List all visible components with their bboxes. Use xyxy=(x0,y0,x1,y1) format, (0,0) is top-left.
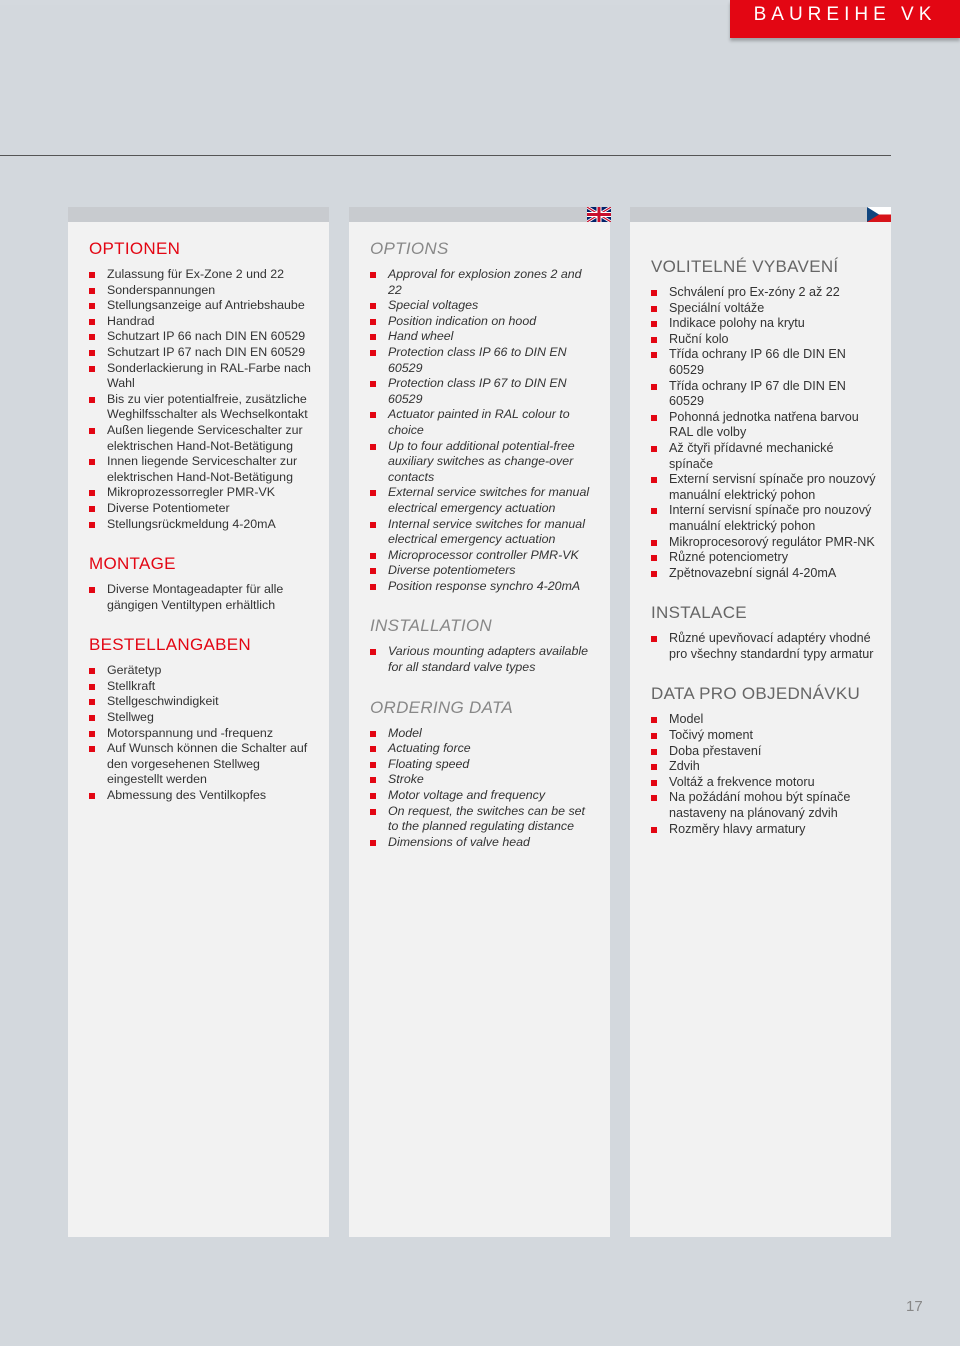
list-item: Diverse Montageadapter für alle gängigen Ventiltypen erhältlich xyxy=(89,582,317,613)
list-item: Rozměry hlavy armatury xyxy=(651,822,879,838)
section-title: OPTIONS xyxy=(370,239,449,258)
bullet-list xyxy=(89,582,317,613)
column-content xyxy=(89,239,317,826)
list-item: Sonderspannungen xyxy=(89,283,317,299)
list-item: Auf Wunsch können die Schalter auf den vorgesehenen Stellweg eingestellt werden xyxy=(89,741,317,788)
list-item: Schválení pro Ex-zóny 2 až 22 xyxy=(651,285,879,301)
list-item: Diverse potentiometers xyxy=(370,563,598,579)
bullet-list xyxy=(651,285,879,581)
list-item: Různé potenciometry xyxy=(651,550,879,566)
list-item: Motor voltage and frequency xyxy=(370,788,598,804)
list-item: Externí servisní spínače pro nouzový manuální elektrický pohon xyxy=(651,472,879,503)
bullet-list xyxy=(89,663,317,803)
list-item: Speciální voltáže xyxy=(651,301,879,317)
section-title: VOLITELNÉ VYBAVENÍ xyxy=(651,257,839,276)
series-badge: BAUREIHE VK xyxy=(730,0,960,38)
section-title: MONTAGE xyxy=(89,554,176,574)
list-item: Approval for explosion zones 2 and 22 xyxy=(370,267,598,298)
list-item: Zpětnovazební signál 4-20mA xyxy=(651,566,879,582)
list-item: Doba přestavení xyxy=(651,744,879,760)
bullet-list xyxy=(89,267,317,532)
list-item: Stellungsanzeige auf Antriebshaube xyxy=(89,298,317,314)
czech-flag-icon xyxy=(867,207,891,222)
column-header-bar xyxy=(630,207,891,222)
list-item: Indikace polohy na krytu xyxy=(651,316,879,332)
bullet-list xyxy=(370,267,598,594)
list-item: Třída ochrany IP 67 dle DIN EN 60529 xyxy=(651,379,879,410)
section-title: DATA PRO OBJEDNÁVKU xyxy=(651,684,861,704)
list-item: Model xyxy=(651,712,879,728)
bullet-list xyxy=(651,712,879,837)
section-title: OPTIONEN xyxy=(89,239,181,258)
column-header-bar xyxy=(349,207,610,222)
list-item: Floating speed xyxy=(370,757,598,773)
list-item: Sonderlackierung in RAL-Farbe nach Wahl xyxy=(89,361,317,392)
list-item: Stellweg xyxy=(89,710,317,726)
uk-flag-icon xyxy=(587,207,611,222)
list-item: Ruční kolo xyxy=(651,332,879,348)
list-item: Schutzart IP 67 nach DIN EN 60529 xyxy=(89,345,317,361)
section-title: BESTELLANGABEN xyxy=(89,635,251,655)
list-item: Na požádání mohou být spínače nastaveny na plánovaný zdvih xyxy=(651,790,879,821)
list-item: Stellungsrückmeldung 4-20mA xyxy=(89,517,317,533)
list-item: Außen liegende Serviceschalter zur elektrischen Hand-Not-Betätigung xyxy=(89,423,317,454)
list-item: Protection class IP 66 to DIN EN 60529 xyxy=(370,345,598,376)
list-item: Microprocessor controller PMR-VK xyxy=(370,548,598,564)
column-header-bar xyxy=(68,207,329,222)
list-item: Special voltages xyxy=(370,298,598,314)
list-item: Handrad xyxy=(89,314,317,330)
list-item: Pohonná jednotka natřena barvou RAL dle volby xyxy=(651,410,879,441)
list-item: Abmessung des Ventilkopfes xyxy=(89,788,317,804)
list-item: Position response synchro 4-20mA xyxy=(370,579,598,595)
list-item: Up to four additional potential-free auxiliary switches as change-over contacts xyxy=(370,439,598,486)
list-item: Dimensions of valve head xyxy=(370,835,598,851)
list-item: Různé upevňovací adaptéry vhodné pro všechny standardní typy armatur xyxy=(651,631,879,662)
list-item: Stellkraft xyxy=(89,679,317,695)
list-item: Protection class IP 67 to DIN EN 60529 xyxy=(370,376,598,407)
list-item: Zdvih xyxy=(651,759,879,775)
list-item: On request, the switches can be set to the planned regulating distance xyxy=(370,804,598,835)
list-item: Až čtyři přídavné mechanické spínače xyxy=(651,441,879,472)
list-item: Various mounting adapters available for all standard valve types xyxy=(370,644,598,675)
bullet-list xyxy=(370,644,598,675)
list-item: Mikroprozessorregler PMR-VK xyxy=(89,485,317,501)
column-czech xyxy=(630,207,891,1237)
section-title: ORDERING DATA xyxy=(370,697,514,717)
column-german xyxy=(68,207,329,1237)
list-item: Internal service switches for manual electrical emergency actuation xyxy=(370,517,598,548)
list-item: Hand wheel xyxy=(370,329,598,345)
section-title: INSTALLATION xyxy=(370,616,492,636)
list-item: Position indication on hood xyxy=(370,314,598,330)
list-item: Třída ochrany IP 66 dle DIN EN 60529 xyxy=(651,347,879,378)
list-item: Model xyxy=(370,726,598,742)
bullet-list xyxy=(651,631,879,662)
list-item: Actuator painted in RAL colour to choice xyxy=(370,407,598,438)
section-title: INSTALACE xyxy=(651,603,747,623)
list-item: Schutzart IP 66 nach DIN EN 60529 xyxy=(89,329,317,345)
column-english xyxy=(349,207,610,1237)
column-content xyxy=(651,257,879,859)
list-item: Mikroprocesorový regulátor PMR-NK xyxy=(651,535,879,551)
bullet-list xyxy=(370,726,598,851)
list-item: Diverse Potentiometer xyxy=(89,501,317,517)
list-item: Motorspannung und -frequenz xyxy=(89,726,317,742)
list-item: Bis zu vier potentialfreie, zusätzliche Weghilfsschalter als Wechselkontakt xyxy=(89,392,317,423)
list-item: Stroke xyxy=(370,772,598,788)
list-item: Točivý moment xyxy=(651,728,879,744)
list-item: External service switches for manual electrical emergency actuation xyxy=(370,485,598,516)
list-item: Stellgeschwindigkeit xyxy=(89,694,317,710)
list-item: Zulassung für Ex-Zone 2 und 22 xyxy=(89,267,317,283)
list-item: Actuating force xyxy=(370,741,598,757)
list-item: Gerätetyp xyxy=(89,663,317,679)
list-item: Interní servisní spínače pro nouzový manuální elektrický pohon xyxy=(651,503,879,534)
column-content xyxy=(370,239,598,872)
list-item: Voltáž a frekvence motoru xyxy=(651,775,879,791)
header-rule xyxy=(0,155,891,156)
list-item: Innen liegende Serviceschalter zur elektrischen Hand-Not-Betätigung xyxy=(89,454,317,485)
page-number: 17 xyxy=(906,1298,923,1315)
